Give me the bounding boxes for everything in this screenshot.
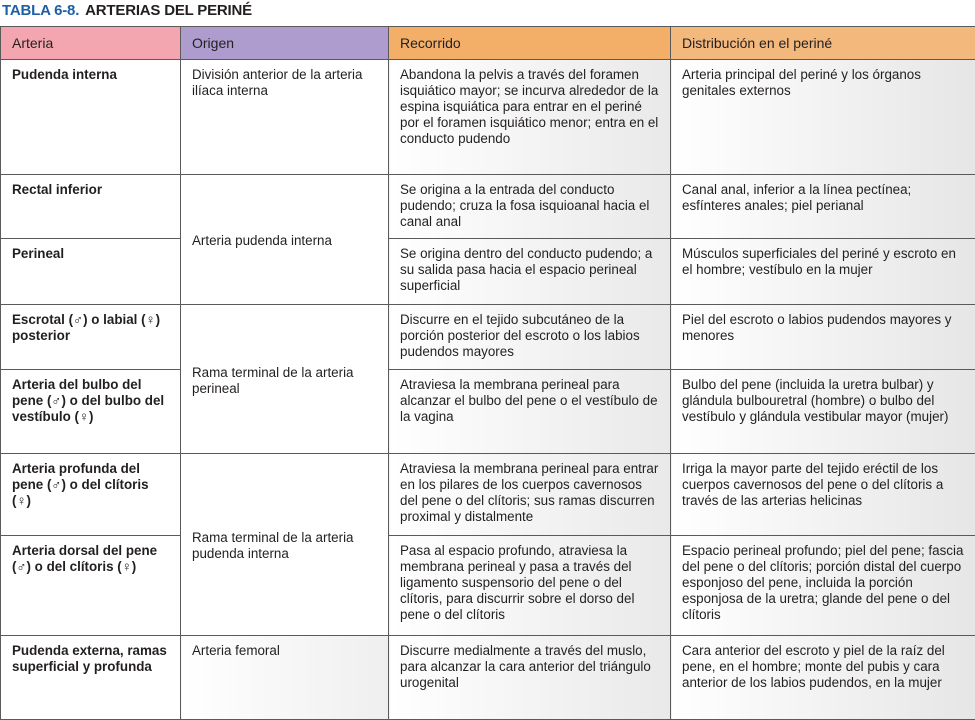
cell-recorrido: Se origina a la entrada del conducto pudendo; cruza la fosa isquioanal hacia el canal anal <box>389 175 671 239</box>
header-distribucion: Distribución en el periné <box>671 27 975 60</box>
cell-recorrido: Discurre en el tejido subcutáneo de la porción posterior del escroto o los labios pudendos mayores <box>389 305 671 370</box>
cell-origen: Arteria femoral <box>181 636 389 720</box>
table-row <box>1 536 975 636</box>
cell-arteria: Pudenda externa, ramas superficial y profunda <box>1 636 181 720</box>
cell-distribucion: Irriga la mayor parte del tejido eréctil de los cuerpos cavernosos del pene o del clítoris a través de las arterias helicinas <box>671 454 975 536</box>
table-number: TABLA 6-8. <box>2 2 79 19</box>
cell-distribucion: Cara anterior del escroto y piel de la raíz del pene, en el hombre; monte del pubis y cara anterior de los labios pudendos, en la mujer <box>671 636 975 720</box>
table-row <box>1 454 975 536</box>
table-row <box>1 60 975 175</box>
cell-recorrido: Atraviesa la membrana perineal para alcanzar el bulbo del pene o el vestíbulo de la vagina <box>389 370 671 454</box>
header-recorrido: Recorrido <box>389 27 671 60</box>
cell-distribucion: Piel del escroto o labios pudendos mayores y menores <box>671 305 975 370</box>
table-row <box>1 636 975 720</box>
cell-distribucion: Arteria principal del periné y los órganos genitales externos <box>671 60 975 175</box>
table-row <box>1 175 975 239</box>
header-arteria: Arteria <box>1 27 181 60</box>
cell-origen: División anterior de la arteria ilíaca interna <box>181 60 389 175</box>
cell-arteria: Perineal <box>1 239 181 305</box>
cell-arteria: Pudenda interna <box>1 60 181 175</box>
table-row <box>1 370 975 454</box>
cell-recorrido: Se origina dentro del conducto pudendo; a su salida pasa hacia el espacio perineal superficial <box>389 239 671 305</box>
table-row <box>1 239 975 305</box>
cell-recorrido: Abandona la pelvis a través del foramen isquiático mayor; se incurva alrededor de la espina isquiática para entrar en el periné por el foramen isquiático menor; entra en el conducto pudendo <box>389 60 671 175</box>
header-origen: Origen <box>181 27 389 60</box>
cell-origen-merged: Rama terminal de la arteria perineal <box>181 305 389 454</box>
cell-distribucion: Bulbo del pene (incluida la uretra bulbar) y glándula bulbouretral (hombre) o bulbo del vestíbulo y glándula vestibular mayor (mujer) <box>671 370 975 454</box>
cell-arteria: Escrotal (♂) o labial (♀) posterior <box>1 305 181 370</box>
arteries-table <box>0 26 975 720</box>
cell-distribucion: Músculos superficiales del periné y escroto en el hombre; vestíbulo en la mujer <box>671 239 975 305</box>
cell-distribucion: Espacio perineal profundo; piel del pene; fascia del pene o del clítoris; porción distal del cuerpo esponjoso del pene, incluida la porción esponjosa de la uretra; glande del pene o del clítoris <box>671 536 975 636</box>
table-title <box>2 2 252 19</box>
header-row <box>1 27 975 60</box>
cell-arteria: Rectal inferior <box>1 175 181 239</box>
cell-arteria: Arteria profunda del pene (♂) o del clítoris (♀) <box>1 454 181 536</box>
cell-recorrido: Discurre medialmente a través del muslo, para alcanzar la cara anterior del triángulo urogenital <box>389 636 671 720</box>
table-row <box>1 305 975 370</box>
cell-origen-merged: Arteria pudenda interna <box>181 175 389 305</box>
cell-arteria: Arteria del bulbo del pene (♂) o del bulbo del vestíbulo (♀) <box>1 370 181 454</box>
table-name: ARTERIAS DEL PERINÉ <box>85 2 252 19</box>
cell-recorrido: Pasa al espacio profundo, atraviesa la membrana perineal y pasa a través del ligamento suspensorio del pene o del clítoris, para discurrir sobre el dorso del pene o del clítoris <box>389 536 671 636</box>
cell-origen-merged: Rama terminal de la arteria pudenda interna <box>181 454 389 636</box>
cell-arteria: Arteria dorsal del pene (♂) o del clítoris (♀) <box>1 536 181 636</box>
cell-recorrido: Atraviesa la membrana perineal para entrar en los pilares de los cuerpos cavernosos del pene o del clítoris; sus ramas discurren proximal y distalmente <box>389 454 671 536</box>
cell-distribucion: Canal anal, inferior a la línea pectínea; esfínteres anales; piel perianal <box>671 175 975 239</box>
